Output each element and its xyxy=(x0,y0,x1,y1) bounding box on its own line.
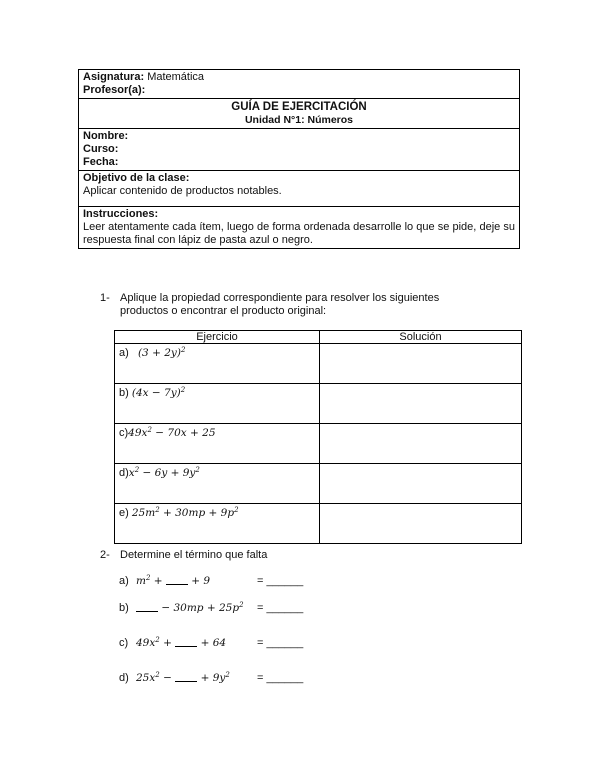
item-label: b) xyxy=(119,602,129,614)
exercise-table xyxy=(114,330,522,544)
exercise-label: d) xyxy=(119,467,129,479)
solution-cell[interactable] xyxy=(320,384,522,424)
list-item xyxy=(119,671,319,685)
item-expression: $49x^2$ + + 64 xyxy=(136,636,227,649)
exercise-label: e) xyxy=(119,507,129,519)
item-answer-blank[interactable]: = ______ xyxy=(257,637,304,649)
exercise-cell-c xyxy=(115,424,320,464)
page-subtitle: Unidad N°1: Números xyxy=(244,114,354,126)
list-item xyxy=(119,574,319,588)
solution-cell[interactable] xyxy=(320,464,522,504)
exercise-cell-a xyxy=(115,344,320,384)
question-1-text: Aplique la propiedad correspondiente para resolver los siguientes productos o encontrar el producto original: xyxy=(120,292,440,317)
solution-cell[interactable] xyxy=(320,504,522,544)
item-answer-blank[interactable]: = ______ xyxy=(257,602,304,614)
question-1 xyxy=(100,292,500,322)
instrucciones-text: Leer atentamente cada ítem, luego de forma ordenada desarrolle lo que se pide, deje su respuesta final con lápiz de pasta azul o negro. xyxy=(83,221,515,246)
curso-label: Curso: xyxy=(83,143,119,155)
asignatura-label: Asignatura: xyxy=(83,71,145,83)
table-row xyxy=(115,344,522,384)
exercise-label: b) xyxy=(119,387,129,399)
asignatura-value: Matemática xyxy=(147,71,205,83)
fecha-label: Fecha: xyxy=(83,156,119,168)
exercise-cell-e xyxy=(115,504,320,544)
exercise-expression: $x^2 - 6y + 9y^2$ xyxy=(128,466,200,479)
exercise-cell-d xyxy=(115,464,320,504)
exercise-cell-b xyxy=(115,384,320,424)
item-label: c) xyxy=(119,637,129,649)
list-item xyxy=(119,601,319,615)
profesor-label: Profesor(a): xyxy=(83,84,146,96)
item-expression: $25x^2$ − + $9y^2$ xyxy=(136,671,230,684)
header-box xyxy=(78,69,520,249)
instrucciones-label: Instrucciones: xyxy=(83,208,159,220)
item-label: d) xyxy=(119,672,129,684)
subject-section xyxy=(79,70,519,99)
exercise-label: c) xyxy=(119,427,129,439)
item-label: a) xyxy=(119,575,129,587)
item-expression: $m^2$ + + 9 xyxy=(136,574,211,587)
table-row xyxy=(115,464,522,504)
objective-section xyxy=(79,171,519,207)
exercise-expression: $(4x - 7y)^2$ xyxy=(131,386,186,399)
question-2-number: 2- xyxy=(100,549,110,561)
student-section xyxy=(79,129,519,171)
objetivo-label: Objetivo de la clase: xyxy=(83,172,190,184)
table-row xyxy=(115,384,522,424)
table-row xyxy=(115,504,522,544)
list-item xyxy=(119,636,319,650)
column-header-ejercicio: Ejercicio xyxy=(115,331,320,344)
objetivo-text: Aplicar contenido de productos notables. xyxy=(83,185,282,197)
table-row xyxy=(115,424,522,464)
title-section xyxy=(79,99,519,129)
solution-cell[interactable] xyxy=(320,424,522,464)
exercise-expression: $25m^2 + 30mp + 9p^2$ xyxy=(131,506,239,519)
table-header-row xyxy=(115,331,522,344)
nombre-label: Nombre: xyxy=(83,130,129,142)
exercise-expression: $(3 + 2y)^2$ xyxy=(137,346,186,359)
column-header-solucion: Solución xyxy=(320,331,522,344)
question-2-text: Determine el término que falta xyxy=(120,549,268,561)
page-title: GUÍA DE EJERCITACIÓN xyxy=(231,101,367,113)
question-1-number: 1- xyxy=(100,292,110,304)
solution-cell[interactable] xyxy=(320,344,522,384)
exercise-label: a) xyxy=(119,347,129,359)
item-answer-blank[interactable]: = ______ xyxy=(257,672,304,684)
question-2 xyxy=(100,549,500,563)
item-expression: − $30mp + 25p^2$ xyxy=(136,601,244,615)
item-answer-blank[interactable]: = ______ xyxy=(257,575,304,587)
exercise-expression: $49x^2 - 70x + 25$ xyxy=(128,426,216,439)
instructions-section xyxy=(79,207,519,248)
